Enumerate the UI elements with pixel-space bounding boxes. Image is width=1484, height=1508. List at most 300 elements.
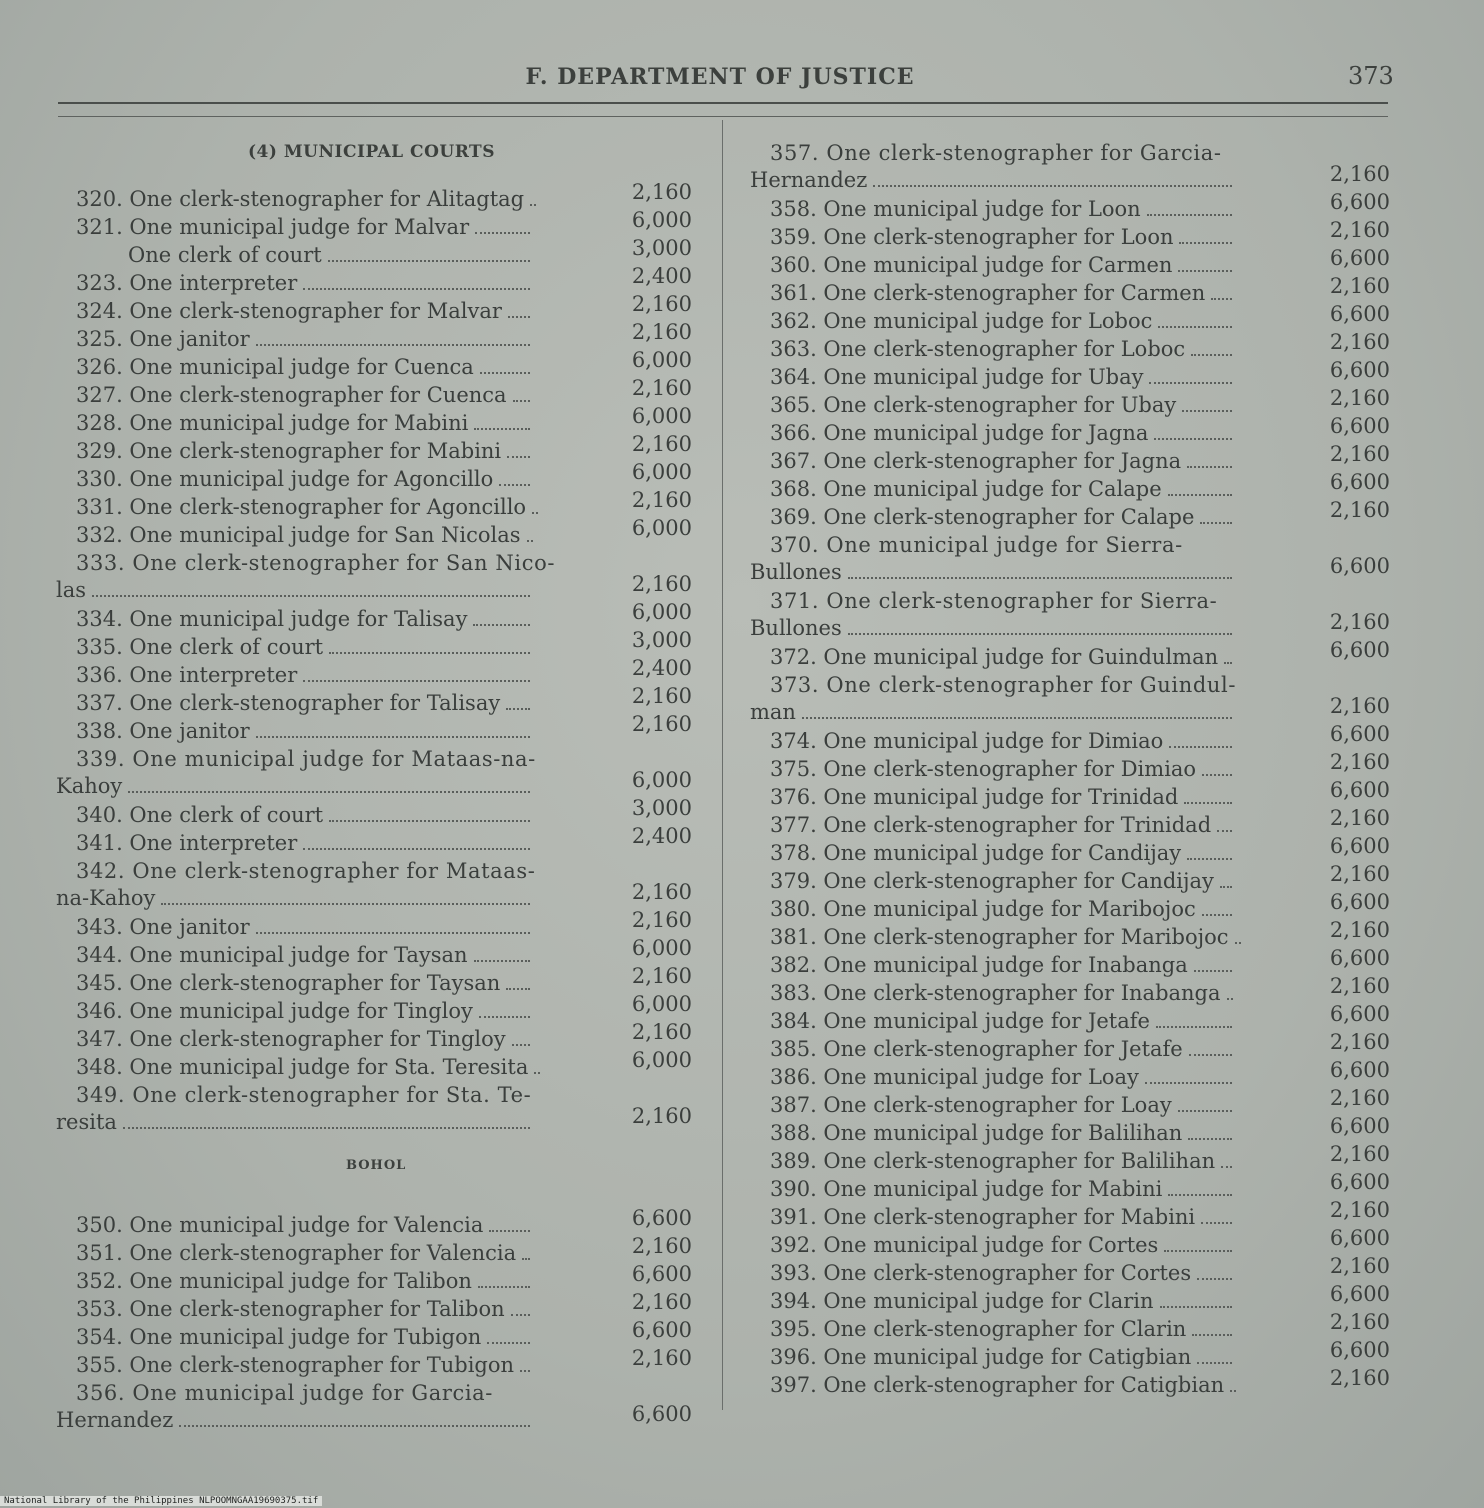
- item-amount: 2,160: [631, 1346, 692, 1370]
- section-title: (4) MUNICIPAL COURTS: [248, 142, 495, 162]
- appropriation-item: [56, 858, 534, 912]
- appropriation-item: [750, 1176, 1236, 1203]
- item-amount: 2,400: [631, 824, 692, 848]
- leader-dots: [848, 633, 1232, 635]
- page-title: F. DEPARTMENT OF JUSTICE: [525, 64, 915, 90]
- item-amount: 2,160: [631, 1290, 692, 1314]
- leader-dots: [1149, 382, 1232, 384]
- item-description: 374. One municipal judge for Dimiao: [770, 729, 1164, 753]
- header-rule: [58, 102, 1388, 104]
- item-amount: 6,600: [1329, 246, 1390, 270]
- item-description: las: [56, 578, 87, 602]
- appropriation-item: [750, 364, 1236, 391]
- appropriation-item: [750, 252, 1236, 279]
- subsection-title-bohol: BOHOL: [346, 1158, 407, 1173]
- item-amount: 6,600: [1329, 554, 1390, 578]
- appropriation-item: [750, 1372, 1236, 1399]
- item-description: 378. One municipal judge for Candijay: [770, 841, 1182, 865]
- leader-dots: [1187, 466, 1232, 468]
- column-divider: [722, 120, 723, 1410]
- item-amount: 2,160: [631, 376, 692, 400]
- page-number: 373: [1348, 62, 1394, 90]
- item-amount: 6,600: [1329, 638, 1390, 662]
- leader-dots: [1200, 522, 1232, 524]
- appropriation-item: [750, 952, 1236, 979]
- leader-dots: [1158, 326, 1232, 328]
- appropriation-item: [750, 532, 1236, 586]
- appropriation-item: [56, 662, 534, 689]
- leader-dots: [1191, 354, 1232, 356]
- item-amount: 2,160: [1329, 750, 1390, 774]
- leader-dots: [92, 595, 530, 597]
- item-description: 349. One clerk-stenographer for Sta. Te-: [76, 1083, 532, 1107]
- appropriation-item: [56, 802, 534, 829]
- leader-dots: [1178, 1110, 1232, 1112]
- leader-dots: [508, 316, 530, 318]
- item-description: 334. One municipal judge for Talisay: [76, 607, 468, 631]
- leader-dots: [479, 1016, 530, 1018]
- leader-dots: [1178, 270, 1232, 272]
- appropriation-item: [750, 308, 1236, 335]
- leader-dots: [1168, 1194, 1232, 1196]
- appropriation-item: [56, 914, 534, 941]
- leader-dots: [527, 540, 533, 542]
- leader-dots: [520, 1370, 530, 1372]
- item-description: Bullones: [750, 616, 842, 640]
- appropriation-item: [750, 420, 1236, 447]
- appropriation-item: [56, 270, 534, 297]
- item-description: 352. One municipal judge for Talibon: [76, 1269, 472, 1293]
- leader-dots: [1187, 858, 1232, 860]
- appropriation-item: [56, 606, 534, 633]
- leader-dots: [1145, 1082, 1232, 1084]
- appropriation-item: [750, 1204, 1236, 1231]
- item-description: 321. One municipal judge for Malvar: [76, 215, 470, 239]
- appropriation-item: [750, 224, 1236, 251]
- item-amount: 6,000: [631, 404, 692, 428]
- item-description: 393. One clerk-stenographer for Cortes: [770, 1261, 1192, 1285]
- item-amount: 6,000: [631, 992, 692, 1016]
- item-description: 331. One clerk-stenographer for Agoncillo: [76, 495, 527, 519]
- item-amount: 2,160: [1329, 1142, 1390, 1166]
- item-description: 376. One municipal judge for Trinidad: [770, 785, 1179, 809]
- item-amount: 2,160: [631, 964, 692, 988]
- leader-dots: [179, 1425, 530, 1427]
- appropriation-item: [56, 522, 534, 549]
- appropriation-item: [56, 410, 534, 437]
- leader-dots: [534, 1072, 540, 1074]
- item-description: 330. One municipal judge for Agoncillo: [76, 467, 494, 491]
- item-amount: 6,600: [1329, 890, 1390, 914]
- leader-dots: [1202, 914, 1232, 916]
- item-amount: 2,400: [631, 264, 692, 288]
- item-amount: 3,000: [631, 236, 692, 260]
- appropriation-item: [56, 1240, 534, 1267]
- leader-dots: [1194, 970, 1232, 972]
- leader-dots: [489, 1230, 530, 1232]
- item-amount: 6,600: [1329, 470, 1390, 494]
- item-description: 391. One clerk-stenographer for Mabini: [770, 1205, 1196, 1229]
- item-description: 389. One clerk-stenographer for Balilihan: [770, 1149, 1216, 1173]
- item-amount: 2,160: [1329, 162, 1390, 186]
- item-description: Kahoy: [56, 774, 123, 798]
- appropriation-item: [56, 746, 534, 800]
- appropriation-item: [750, 140, 1236, 194]
- item-amount: 6,600: [1329, 834, 1390, 858]
- header-rule-thin: [58, 116, 1388, 117]
- item-amount: 6,600: [1329, 1282, 1390, 1306]
- item-amount: 2,160: [1329, 218, 1390, 242]
- leader-dots: [256, 344, 530, 346]
- appropriation-item: [750, 392, 1236, 419]
- item-amount: 6,600: [1329, 190, 1390, 214]
- appropriation-item: [750, 1232, 1236, 1259]
- item-description: 320. One clerk-stenographer for Alitagtag: [76, 187, 525, 211]
- item-description: 366. One municipal judge for Jagna: [770, 421, 1149, 445]
- leader-dots: [499, 484, 530, 486]
- item-description: 364. One municipal judge for Ubay: [770, 365, 1144, 389]
- leader-dots: [1182, 410, 1232, 412]
- item-amount: 2,160: [631, 180, 692, 204]
- item-amount: 2,160: [1329, 862, 1390, 886]
- leader-dots: [1217, 830, 1232, 832]
- appropriation-item: [56, 298, 534, 325]
- appropriation-item: [750, 840, 1236, 867]
- appropriation-item: [750, 1036, 1236, 1063]
- item-description: Hernandez: [56, 1408, 174, 1432]
- item-description: 327. One clerk-stenographer for Cuenca: [76, 383, 507, 407]
- leader-dots: [1211, 298, 1232, 300]
- appropriation-item: [56, 1324, 534, 1351]
- appropriation-item: [56, 1026, 534, 1053]
- leader-dots: [329, 652, 530, 654]
- item-description: 346. One municipal judge for Tingloy: [76, 999, 473, 1023]
- appropriation-item: [750, 336, 1236, 363]
- item-description: 367. One clerk-stenographer for Jagna: [770, 449, 1182, 473]
- appropriation-item: [56, 1212, 534, 1239]
- item-amount: 2,160: [1329, 694, 1390, 718]
- leader-dots: [1169, 746, 1232, 748]
- appropriation-item: [56, 438, 534, 465]
- item-description: 324. One clerk-stenographer for Malvar: [76, 299, 502, 323]
- appropriation-item: [56, 690, 534, 717]
- item-description: 368. One municipal judge for Calape: [770, 477, 1162, 501]
- leader-dots: [1156, 1026, 1232, 1028]
- appropriation-item: [56, 1268, 534, 1295]
- item-description: 369. One clerk-stenographer for Calape: [770, 505, 1195, 529]
- leader-dots: [1168, 494, 1232, 496]
- item-amount: 2,400: [631, 656, 692, 680]
- item-description: 345. One clerk-stenographer for Taysan: [76, 971, 501, 995]
- leader-dots: [1235, 942, 1241, 944]
- item-description: 379. One clerk-stenographer for Candijay: [770, 869, 1214, 893]
- item-amount: 2,160: [1329, 442, 1390, 466]
- item-description: 392. One municipal judge for Cortes: [770, 1233, 1159, 1257]
- item-description: Bullones: [750, 560, 842, 584]
- item-amount: 2,160: [631, 880, 692, 904]
- appropriation-item: [750, 784, 1236, 811]
- item-description: 373. One clerk-stenographer for Guindul-: [770, 673, 1237, 697]
- item-amount: 2,160: [631, 488, 692, 512]
- item-description: 341. One interpreter: [76, 831, 298, 855]
- item-amount: 2,160: [631, 908, 692, 932]
- appropriation-item: [56, 942, 534, 969]
- leader-dots: [513, 400, 530, 402]
- item-amount: 2,160: [1329, 610, 1390, 634]
- item-amount: 2,160: [1329, 806, 1390, 830]
- appropriation-item: [56, 634, 534, 661]
- item-description: 365. One clerk-stenographer for Ubay: [770, 393, 1177, 417]
- footer-note: National Library of the Philippines NLPOOMNGAA19690375.tif: [0, 1496, 322, 1506]
- leader-dots: [802, 717, 1232, 719]
- item-amount: 2,160: [1329, 274, 1390, 298]
- item-amount: 6,000: [631, 516, 692, 540]
- item-amount: 6,600: [1329, 1058, 1390, 1082]
- appropriation-item: [750, 1148, 1236, 1175]
- leader-dots: [1147, 214, 1232, 216]
- leader-dots: [1164, 1250, 1232, 1252]
- item-description: Hernandez: [750, 168, 868, 192]
- item-description: 347. One clerk-stenographer for Tingloy: [76, 1027, 506, 1051]
- item-description: 361. One clerk-stenographer for Carmen: [770, 281, 1206, 305]
- leader-dots: [1189, 1054, 1232, 1056]
- item-description: 395. One clerk-stenographer for Clarin: [770, 1317, 1187, 1341]
- item-description: resita: [56, 1110, 117, 1134]
- appropriation-item: [750, 644, 1236, 671]
- item-amount: 6,000: [631, 460, 692, 484]
- appropriation-item: [750, 1008, 1236, 1035]
- item-description: 387. One clerk-stenographer for Loay: [770, 1093, 1172, 1117]
- item-amount: 6,600: [1329, 1226, 1390, 1250]
- appropriation-item: [750, 728, 1236, 755]
- item-amount: 6,000: [631, 348, 692, 372]
- appropriation-item: [56, 1352, 534, 1379]
- appropriation-item: [56, 1082, 534, 1136]
- item-amount: 6,600: [631, 1402, 692, 1426]
- item-description: 375. One clerk-stenographer for Dimiao: [770, 757, 1197, 781]
- item-description: 332. One municipal judge for San Nicolas: [76, 523, 521, 547]
- appropriation-item: [56, 970, 534, 997]
- item-description: 335. One clerk of court: [76, 635, 324, 659]
- appropriation-item: [750, 1260, 1236, 1287]
- item-description: 363. One clerk-stenographer for Loboc: [770, 337, 1186, 361]
- leader-dots: [1201, 1222, 1232, 1224]
- appropriation-item: [750, 868, 1236, 895]
- item-description: One clerk of court: [128, 243, 322, 267]
- leader-dots: [328, 260, 530, 262]
- leader-dots: [512, 1044, 530, 1046]
- leader-dots: [480, 372, 530, 374]
- appropriation-item: [56, 1380, 534, 1434]
- item-description: 355. One clerk-stenographer for Tubigon: [76, 1353, 515, 1377]
- appropriation-item: [56, 354, 534, 381]
- leader-dots: [1197, 1278, 1232, 1280]
- item-amount: 2,160: [631, 1020, 692, 1044]
- leader-dots: [507, 456, 530, 458]
- item-description: 377. One clerk-stenographer for Trinidad: [770, 813, 1212, 837]
- item-amount: 2,160: [1329, 974, 1390, 998]
- leader-dots: [303, 680, 530, 682]
- leader-dots: [1179, 242, 1232, 244]
- appropriation-item: [56, 186, 534, 213]
- item-amount: 2,160: [1329, 1254, 1390, 1278]
- item-description: 397. One clerk-stenographer for Catigbian: [770, 1373, 1225, 1397]
- item-description: 323. One interpreter: [76, 271, 298, 295]
- appropriation-item: [56, 550, 556, 604]
- item-description: 394. One municipal judge for Clarin: [770, 1289, 1154, 1313]
- item-description: 357. One clerk-stenographer for Garcia-: [770, 141, 1222, 165]
- item-description: 358. One municipal judge for Loon: [770, 197, 1141, 221]
- leader-dots: [1188, 1138, 1232, 1140]
- item-description: 338. One janitor: [76, 719, 250, 743]
- item-amount: 2,160: [631, 712, 692, 736]
- item-amount: 2,160: [1329, 498, 1390, 522]
- leader-dots: [128, 791, 530, 793]
- item-amount: 6,600: [1329, 302, 1390, 326]
- leader-dots: [1184, 802, 1232, 804]
- item-amount: 6,600: [1329, 1170, 1390, 1194]
- item-description: 350. One municipal judge for Valencia: [76, 1213, 484, 1237]
- appropriation-item: [750, 1120, 1236, 1147]
- item-amount: 6,600: [1329, 1114, 1390, 1138]
- item-description: 385. One clerk-stenographer for Jetafe: [770, 1037, 1183, 1061]
- appropriation-item: [56, 718, 534, 745]
- item-description: 351. One clerk-stenographer for Valencia: [76, 1241, 517, 1265]
- leader-dots: [478, 1286, 530, 1288]
- item-description: 396. One municipal judge for Catigbian: [770, 1345, 1192, 1369]
- leader-dots: [473, 624, 530, 626]
- appropriation-item: [56, 466, 534, 493]
- item-description: 339. One municipal judge for Mataas-na-: [76, 747, 536, 771]
- item-description: 326. One municipal judge for Cuenca: [76, 355, 474, 379]
- appropriation-item: [750, 448, 1236, 475]
- leader-dots: [522, 1258, 530, 1260]
- item-amount: 3,000: [631, 628, 692, 652]
- leader-dots: [1224, 662, 1232, 664]
- item-amount: 2,160: [1329, 1366, 1390, 1390]
- item-amount: 2,160: [1329, 1086, 1390, 1110]
- item-amount: 6,600: [1329, 358, 1390, 382]
- appropriation-item: [750, 1344, 1236, 1371]
- leader-dots: [532, 512, 538, 514]
- item-description: 344. One municipal judge for Taysan: [76, 943, 468, 967]
- leader-dots: [303, 848, 530, 850]
- item-amount: 2,160: [631, 684, 692, 708]
- appropriation-item: [56, 494, 534, 521]
- leader-dots: [1154, 438, 1232, 440]
- leader-dots: [474, 428, 530, 430]
- appropriation-item: [750, 672, 1236, 726]
- item-description: 329. One clerk-stenographer for Mabini: [76, 439, 502, 463]
- appropriation-item: [56, 1296, 534, 1323]
- item-amount: 6,600: [1329, 722, 1390, 746]
- item-description: 343. One janitor: [76, 915, 250, 939]
- appropriation-item: [750, 924, 1236, 951]
- item-amount: 2,160: [1329, 386, 1390, 410]
- item-description: 384. One municipal judge for Jetafe: [770, 1009, 1150, 1033]
- item-amount: 6,600: [1329, 414, 1390, 438]
- leader-dots: [1160, 1306, 1232, 1308]
- leader-dots: [1227, 998, 1233, 1000]
- leader-dots: [123, 1127, 530, 1129]
- appropriation-item: [750, 980, 1236, 1007]
- appropriation-item: [56, 242, 534, 269]
- item-amount: 6,600: [631, 1318, 692, 1342]
- item-description: 382. One municipal judge for Inabanga: [770, 953, 1188, 977]
- item-amount: 2,160: [631, 1234, 692, 1258]
- appropriation-item: [750, 1316, 1236, 1343]
- item-amount: 6,600: [1329, 778, 1390, 802]
- appropriation-item: [750, 280, 1236, 307]
- item-amount: 2,160: [1329, 1198, 1390, 1222]
- appropriation-item: [750, 896, 1236, 923]
- item-description: 353. One clerk-stenographer for Talibon: [76, 1297, 505, 1321]
- item-description: 386. One municipal judge for Loay: [770, 1065, 1139, 1089]
- leader-dots: [475, 232, 530, 234]
- item-amount: 2,160: [631, 572, 692, 596]
- appropriation-item: [750, 1092, 1236, 1119]
- item-description: 370. One municipal judge for Sierra-: [770, 533, 1183, 557]
- leader-dots: [1192, 1334, 1232, 1336]
- item-description: 388. One municipal judge for Balilihan: [770, 1121, 1183, 1145]
- item-amount: 6,000: [631, 936, 692, 960]
- leader-dots: [487, 1342, 530, 1344]
- item-description: 356. One municipal judge for Garcia-: [76, 1381, 493, 1405]
- leader-dots: [506, 988, 530, 990]
- item-description: 342. One clerk-stenographer for Mataas-: [76, 859, 536, 883]
- item-amount: 6,000: [631, 208, 692, 232]
- item-amount: 2,160: [1329, 918, 1390, 942]
- item-description: 359. One clerk-stenographer for Loon: [770, 225, 1174, 249]
- item-amount: 2,160: [631, 320, 692, 344]
- item-amount: 6,600: [1329, 1338, 1390, 1362]
- leader-dots: [848, 577, 1232, 579]
- appropriation-item: [56, 998, 534, 1025]
- item-description: 337. One clerk-stenographer for Talisay: [76, 691, 501, 715]
- appropriation-item: [750, 1064, 1236, 1091]
- item-amount: 6,600: [631, 1262, 692, 1286]
- leader-dots: [1197, 1362, 1232, 1364]
- item-description: man: [750, 700, 796, 724]
- item-description: 354. One municipal judge for Tubigon: [76, 1325, 482, 1349]
- item-description: 333. One clerk-stenographer for San Nico-: [76, 551, 556, 575]
- leader-dots: [474, 960, 530, 962]
- leader-dots: [256, 932, 530, 934]
- item-description: 325. One janitor: [76, 327, 250, 351]
- item-description: 390. One municipal judge for Mabini: [770, 1177, 1163, 1201]
- item-description: 340. One clerk of court: [76, 803, 324, 827]
- leader-dots: [329, 820, 530, 822]
- leader-dots: [256, 736, 530, 738]
- appropriation-item: [750, 196, 1236, 223]
- leader-dots: [530, 204, 536, 206]
- item-amount: 6,600: [631, 1206, 692, 1230]
- leader-dots: [1220, 886, 1232, 888]
- appropriation-item: [750, 476, 1236, 503]
- item-amount: 2,160: [1329, 330, 1390, 354]
- item-amount: 6,000: [631, 600, 692, 624]
- leader-dots: [1221, 1166, 1232, 1168]
- leader-dots: [511, 1314, 530, 1316]
- appropriation-item: [750, 504, 1236, 531]
- item-description: 372. One municipal judge for Guindulman: [770, 645, 1219, 669]
- item-description: 380. One municipal judge for Maribojoc: [770, 897, 1196, 921]
- appropriation-item: [750, 812, 1236, 839]
- leader-dots: [161, 903, 530, 905]
- appropriation-item: [56, 830, 534, 857]
- item-description: 381. One clerk-stenographer for Maribojoc: [770, 925, 1229, 949]
- leader-dots: [1230, 1390, 1236, 1392]
